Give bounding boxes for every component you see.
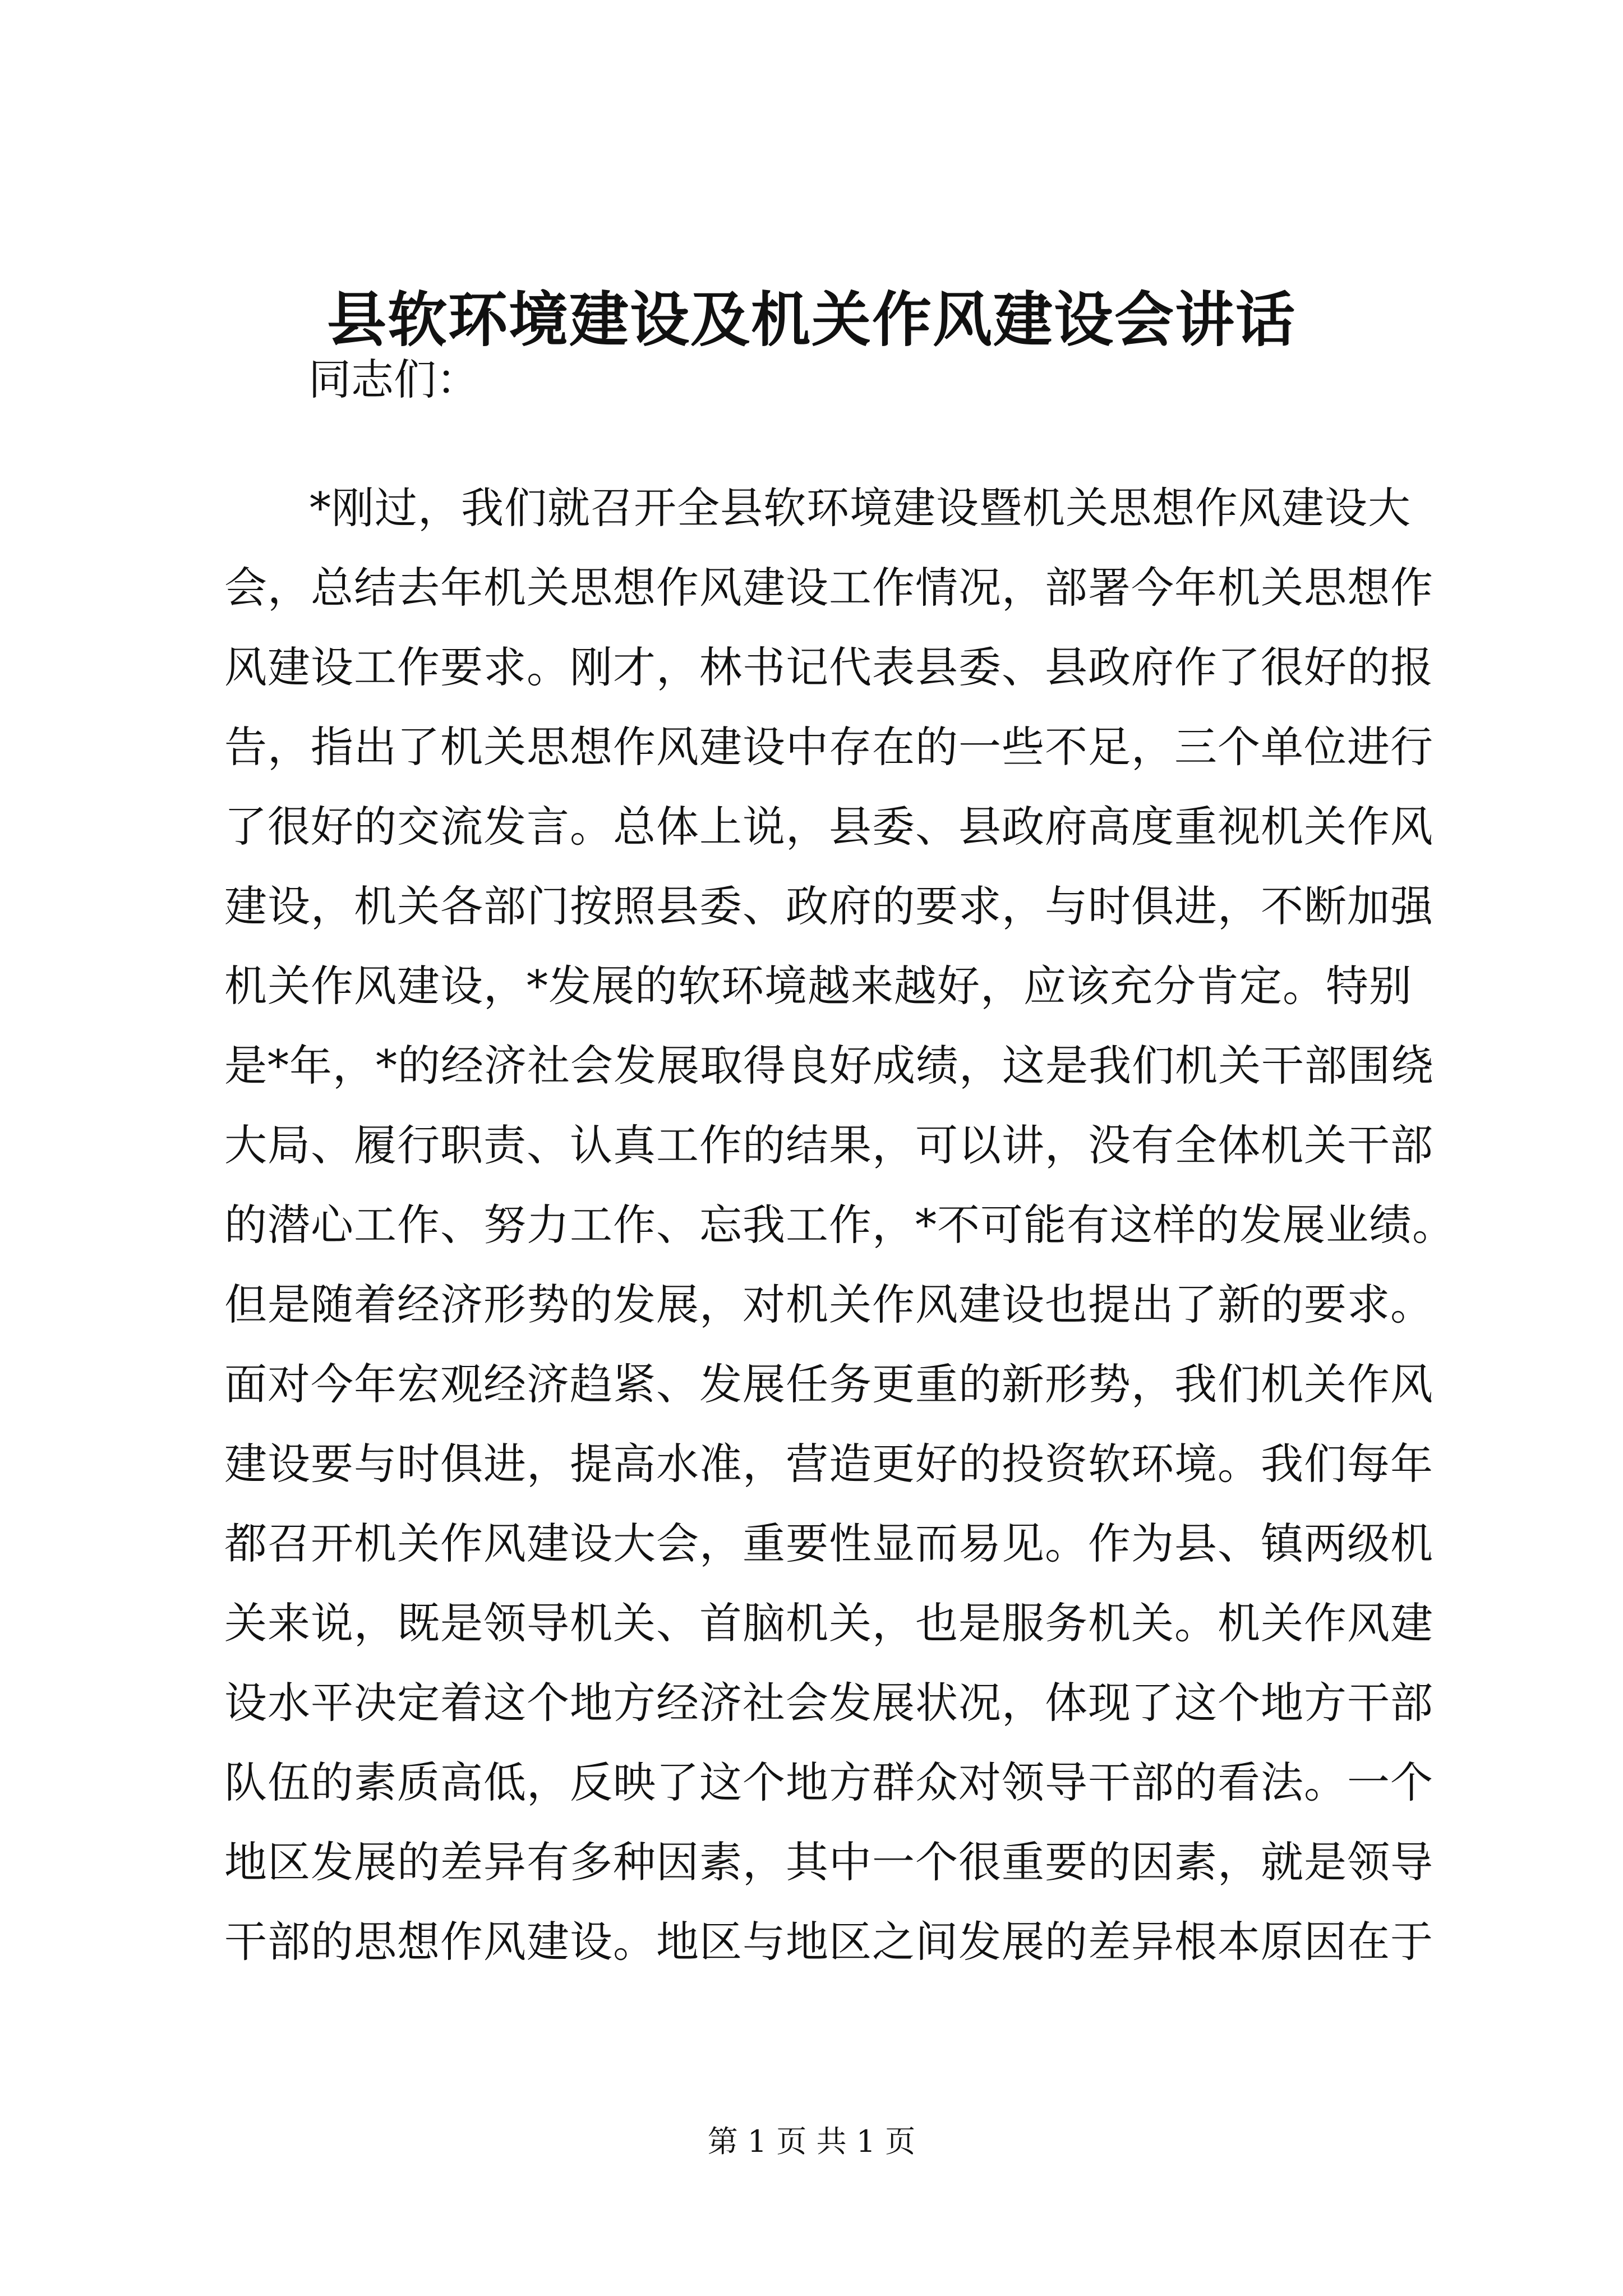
text-line: 建设要与时俱进，提高水准，营造更好的投资软环境。我们每年 (224, 1439, 1433, 1489)
body-paragraph (224, 468, 1455, 1982)
text-line: 机关作风建设，*发展的软环境越来越好，应该充分肯定。特别 (224, 961, 1412, 1011)
text-line: 建设，机关各部门按照县委、政府的要求，与时俱进，不断加强 (224, 881, 1433, 931)
text-line: 干部的思想作风建设。地区与地区之间发展的差异根本原因在于 (224, 1917, 1433, 1967)
text-line: 大局、履行职责、认真工作的结果，可以讲，没有全体机关干部 (224, 1120, 1433, 1170)
text-line: 设水平决定着这个地方经济社会发展状况，体现了这个地方干部 (224, 1678, 1433, 1728)
document-title: 县软环境建设及机关作风建设会讲话 (327, 284, 1296, 355)
text-line: 会，总结去年机关思想作风建设工作情况，部署今年机关思想作 (224, 563, 1433, 613)
text-line: 都召开机关作风建设大会，重要性显而易见。作为县、镇两级机 (224, 1519, 1433, 1568)
text-line: 队伍的素质高低，反映了这个地方群众对领导干部的看法。一个 (224, 1757, 1433, 1807)
text-line: 的潜心工作、努力工作、忘我工作，*不可能有这样的发展业绩。 (224, 1200, 1455, 1250)
text-line: 关来说，既是领导机关、首脑机关，也是服务机关。机关作风建 (224, 1598, 1433, 1648)
text-line: 了很好的交流发言。总体上说，县委、县政府高度重视机关作风 (224, 802, 1433, 852)
text-line: 是*年，*的经济社会发展取得良好成绩，这是我们机关干部围绕 (224, 1041, 1434, 1091)
text-line: 告，指出了机关思想作风建设中存在的一些不足，三个单位进行 (224, 722, 1433, 772)
text-line: 面对今年宏观经济趋紧、发展任务更重的新形势，我们机关作风 (224, 1359, 1433, 1409)
text-line: 但是随着经济形势的发展，对机关作风建设也提出了新的要求。 (224, 1280, 1433, 1329)
page-number-footer: 第 1 页 共 1 页 (707, 2124, 916, 2159)
text-line: 风建设工作要求。刚才，林书记代表县委、县政府作了很好的报 (224, 642, 1433, 692)
text-line: 地区发展的差异有多种因素，其中一个很重要的因素，就是领导 (224, 1837, 1433, 1887)
salutation: 同志们： (308, 355, 479, 404)
text-line: *刚过，我们就召开全县软环境建设暨机关思想作风建设大 (310, 483, 1411, 533)
